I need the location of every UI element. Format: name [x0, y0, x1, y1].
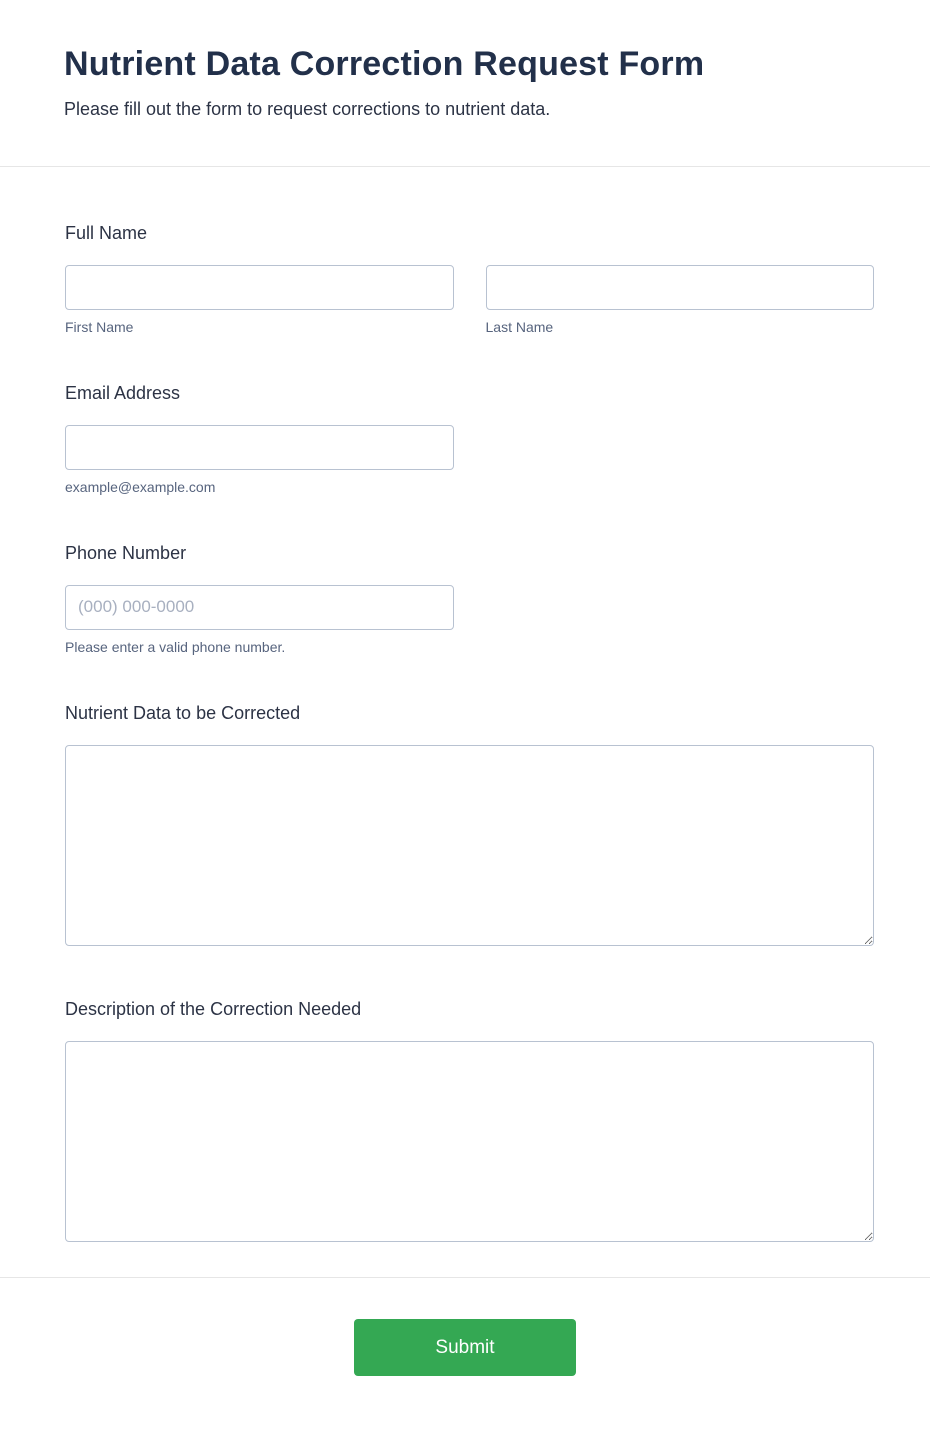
form-header	[0, 0, 930, 167]
phone-sublabel: Please enter a valid phone number.	[65, 639, 286, 656]
phone-input[interactable]	[65, 585, 454, 630]
form-footer	[0, 1277, 930, 1428]
description-textarea[interactable]	[65, 1041, 874, 1242]
form-title: Nutrient Data Correction Request Form	[64, 45, 705, 83]
email-sublabel: example@example.com	[65, 479, 216, 496]
last-name-sublabel: Last Name	[485, 319, 554, 336]
full-name-row	[65, 265, 874, 335]
nutrient-data-label: Nutrient Data to be Corrected	[65, 703, 301, 724]
description-label: Description of the Correction Needed	[65, 999, 362, 1020]
first-name-input[interactable]	[65, 265, 454, 310]
last-name-col	[486, 265, 875, 335]
full-name-label: Full Name	[65, 223, 148, 244]
submit-button[interactable]: Submit	[354, 1319, 576, 1376]
field-phone	[65, 543, 874, 655]
nutrient-data-textarea[interactable]	[65, 745, 874, 946]
form-subtitle: Please fill out the form to request corrections to nutrient data.	[64, 99, 551, 120]
phone-label: Phone Number	[65, 543, 187, 564]
first-name-col	[65, 265, 454, 335]
field-nutrient-data	[65, 703, 874, 951]
email-label: Email Address	[65, 383, 181, 404]
field-full-name	[65, 223, 874, 335]
form-body	[0, 167, 930, 1247]
email-input[interactable]	[65, 425, 454, 470]
first-name-sublabel: First Name	[65, 319, 134, 336]
field-email	[65, 383, 874, 495]
field-description	[65, 999, 874, 1247]
last-name-input[interactable]	[486, 265, 875, 310]
